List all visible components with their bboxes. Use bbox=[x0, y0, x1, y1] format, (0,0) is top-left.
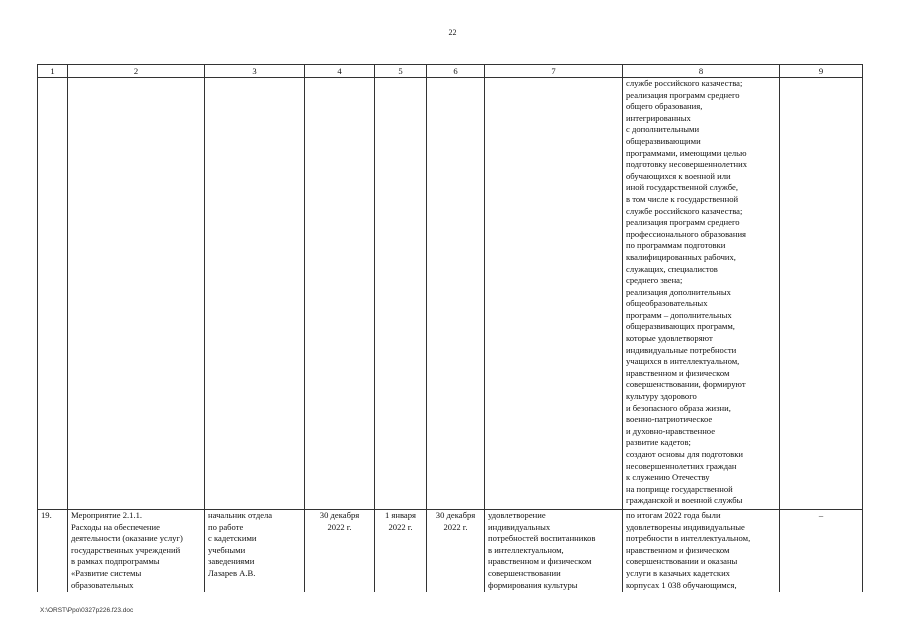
cell-empty bbox=[485, 78, 623, 510]
cell-empty bbox=[68, 78, 205, 510]
cell-empty bbox=[305, 78, 375, 510]
end-date: 30 декабря 2022 г. bbox=[427, 510, 485, 593]
program-table bbox=[37, 64, 863, 592]
column-header-2: 2 bbox=[68, 65, 205, 78]
deadline-date: 30 декабря 2022 г. bbox=[305, 510, 375, 593]
cell-empty bbox=[780, 78, 863, 510]
notes-dash: – bbox=[780, 510, 863, 593]
column-header-4: 4 bbox=[305, 65, 375, 78]
column-header-1: 1 bbox=[38, 65, 68, 78]
cell-empty bbox=[205, 78, 305, 510]
column-header-7: 7 bbox=[485, 65, 623, 78]
column-header-5: 5 bbox=[375, 65, 427, 78]
row-number: 19. bbox=[38, 510, 68, 593]
expected-result: удовлетворение индивидуальных потребностей воспитанников в интеллектуальном, нравственном и физическом совершенствовании формирования культуры bbox=[485, 510, 623, 593]
column-header-6: 6 bbox=[427, 65, 485, 78]
cell-empty bbox=[375, 78, 427, 510]
actual-result: по итогам 2022 года были удовлетворены индивидуальные потребности в интеллектуальном, нравственном и физическом совершенствовании и оказаны услуги в казачьих кадетских корпусах 1 038 обучающимся, bbox=[623, 510, 780, 593]
activity-name: Мероприятие 2.1.1. Расходы на обеспечение деятельности (оказание услуг) государственных учреждений в рамках подпрограммы «Развитие системы образовательных bbox=[68, 510, 205, 593]
continuation-result-text: службе российского казачества; реализация программ среднего общего образования, интегрированных с дополнительными общеразвивающими программами, имеющими целью подготовку несовершеннолетних обучающихся к военной или иной государственной службе, в том числе к государственной службе российского казачества; реализация программ среднего профессионального образования по программам подготовки квалифицированных рабочих, служащих, специалистов среднего звена; реализация дополнительных общеобразовательных программ – дополнительных общеразвивающих программ, которые удовлетворяют индивидуальные потребности учащихся в интеллектуальном, нравственном и физическом совершенствовании, формируют культуру здорового и безопасного образа жизни, военно-патриотическое и духовно-нравственное развитие кадетов; создают основы для подготовки несовершеннолетних граждан к служению Отечеству на поприще государственной гражданской и военной службы bbox=[623, 78, 780, 510]
cell-empty bbox=[38, 78, 68, 510]
table-row-continuation bbox=[38, 78, 863, 510]
start-date: 1 января 2022 г. bbox=[375, 510, 427, 593]
file-path-footer: X:\ORST\Ppo\0327p226.f23.doc bbox=[40, 607, 134, 614]
column-header-3: 3 bbox=[205, 65, 305, 78]
column-header-8: 8 bbox=[623, 65, 780, 78]
table-header-row bbox=[38, 65, 863, 78]
responsible-person: начальник отдела по работе с кадетскими учебными заведениями Лазарев А.В. bbox=[205, 510, 305, 593]
page-number: 22 bbox=[448, 28, 457, 37]
table-row-19 bbox=[38, 510, 863, 593]
column-header-9: 9 bbox=[780, 65, 863, 78]
cell-empty bbox=[427, 78, 485, 510]
